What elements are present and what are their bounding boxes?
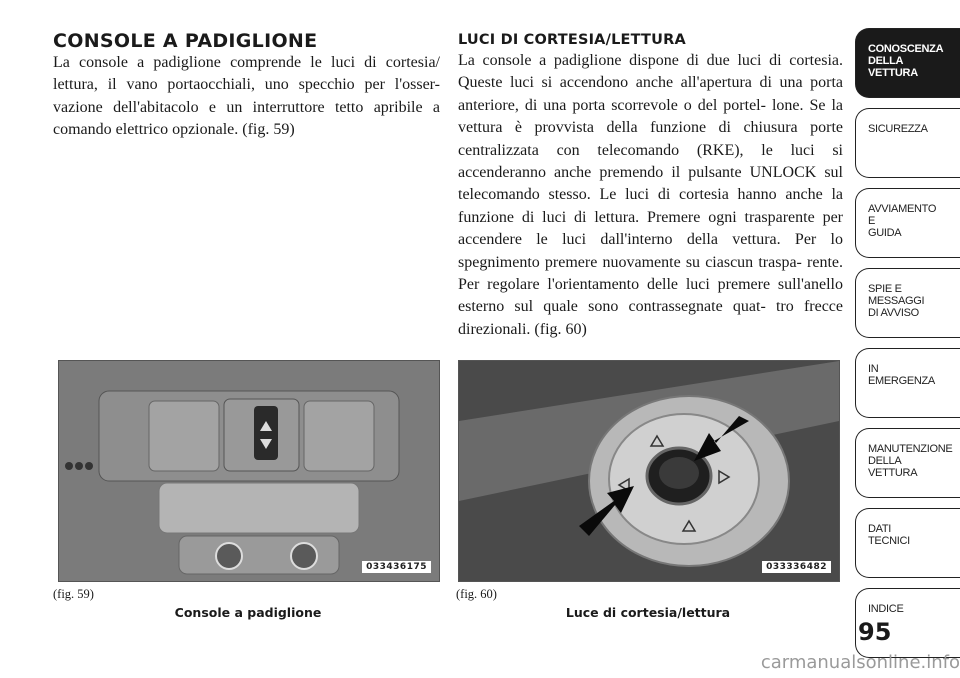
tab-sicurezza[interactable]: SICUREZZA: [855, 108, 960, 178]
tab-manutenzione[interactable]: MANUTENZIONE DELLA VETTURA: [855, 428, 960, 498]
figure-59-image: [58, 360, 440, 582]
tab-emergenza[interactable]: IN EMERGENZA: [855, 348, 960, 418]
tab-indice[interactable]: INDICE: [855, 588, 960, 658]
left-column: [53, 30, 440, 142]
figure-label: (fig. 59): [53, 587, 94, 601]
page-number: 95: [858, 618, 892, 646]
tab-conoscenza-vettura[interactable]: CONOSCENZA DELLA VETTURA: [855, 28, 960, 98]
section-title-luci: LUCI DI CORTESIA/LETTURA: [458, 32, 686, 48]
chapter-tabs: [855, 28, 960, 668]
tab-avviamento-guida[interactable]: AVVIAMENTO E GUIDA: [855, 188, 960, 258]
figure-caption: Console a padiglione: [174, 605, 322, 620]
figure-code: 033336482: [762, 561, 831, 573]
figure-label: (fig. 60): [456, 587, 497, 601]
body-text-console: La console a padiglione comprende le luci di cortesia/ lettura, il vano portaocchiali, uno specchio per l'osser- vazione dell'abitacolo e un interruttore tetto apribile a comando elettrico opzionale. (fig. 59): [53, 54, 440, 139]
figure-caption: Luce di cortesia/lettura: [565, 605, 731, 620]
courtesy-light-illustration: [459, 361, 839, 581]
tab-dati-tecnici[interactable]: DATI TECNICI: [855, 508, 960, 578]
section-title-console: CONSOLE A PADIGLIONE: [53, 30, 318, 52]
figure-code: 033436175: [362, 561, 431, 573]
figure-60-image: [458, 360, 840, 582]
body-text-luci: La console a padiglione dispone di due luci di cortesia. Queste luci si accendono anche all'apertura di una porta anteriore, di una porta scorrevole o del portel- lone. Se la vettura è provvista della funzione di chiusura porte centralizzata con telecomando (RKE), le luci si accenderanno anche premendo il pulsante UNLOCK sul telecomando stesso. Le luci di cortesia hanno anche la funzione di luci di lettura. Premere ogni trasparente per accendere le luci dall'interno della vettura. Per lo spegnimento premere nuovamente su ciascun traspa- rente. Per regolare l'orientamento delle luci premere sull'anello esterno sul quale sono contrassegnate quat- tro frecce direzionali. (fig. 60): [458, 52, 843, 338]
overhead-console-illustration: [59, 361, 439, 581]
watermark: carmanualsonline.info: [760, 652, 960, 673]
tab-spie-messaggi[interactable]: SPIE E MESSAGGI DI AVVISO: [855, 268, 960, 338]
right-column: [458, 30, 843, 341]
